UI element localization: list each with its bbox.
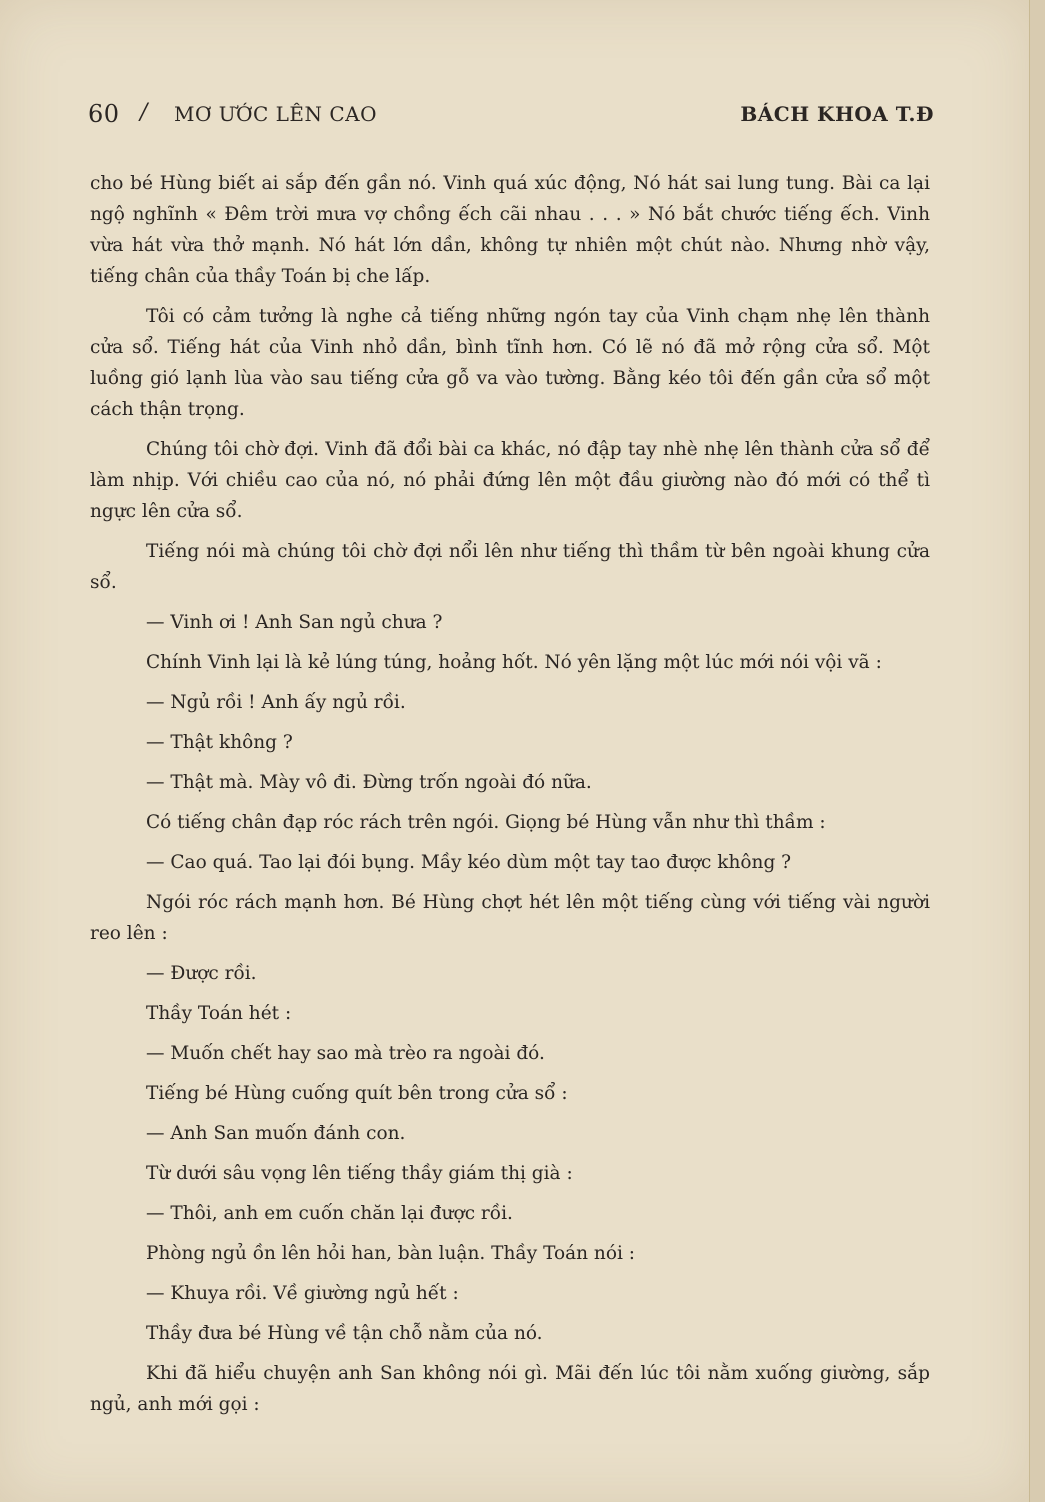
dialogue-line: — Anh San muốn đánh con. (146, 1123, 406, 1144)
dialogue-line: — Được rồi. (146, 963, 257, 984)
running-header (88, 100, 934, 134)
dialogue-line: Thầy đưa bé Hùng về tận chỗ nằm của nó. (146, 1323, 543, 1344)
dialogue-line: — Cao quá. Tao lại đói bụng. Mầy kéo dùm một tay tao được không ? (146, 852, 792, 873)
paragraph: Khi đã hiểu chuyện anh San không nói gì. Mãi đến lúc tôi nằm xuống giường, sắp ngủ, anh mới gọi : (90, 1363, 930, 1415)
dialogue-line: — Thật không ? (146, 732, 293, 753)
paragraph: Chúng tôi chờ đợi. Vinh đã đổi bài ca khác, nó đập tay nhè nhẹ lên thành cửa sổ để làm nhịp. Với chiều cao của nó, nó phải đứng lên một đầu giường nào đó mới có thể tì ngực lên cửa sổ. (90, 439, 930, 522)
dialogue-line: — Thôi, anh em cuốn chăn lại được rồi. (146, 1203, 513, 1224)
page-number: 60 (88, 100, 120, 128)
dialogue-line: — Ngủ rồi ! Anh ấy ngủ rồi. (146, 692, 406, 713)
dialogue-line: — Khuya rồi. Về giường ngủ hết : (146, 1283, 459, 1304)
body-text (90, 168, 930, 1429)
paragraph: Có tiếng chân đạp róc rách trên ngói. Giọng bé Hùng vẫn như thì thầm : (146, 812, 826, 833)
dialogue-line: Tiếng bé Hùng cuống quít bên trong cửa sổ : (146, 1083, 568, 1104)
page-edge (1029, 0, 1045, 1502)
paragraph: cho bé Hùng biết ai sắp đến gần nó. Vinh quá xúc động, Nó hát sai lung tung. Bài ca lại ngộ nghĩnh « Đêm trời mưa vợ chồng ếch cãi nhau . . . » Nó bắt chước tiếng ếch. Vinh vừa hát vừa thở mạnh. Nó hát lớn dần, không tự nhiên một chút nào. Nhưng nhờ vậy, tiếng chân của thầy Toán bị che lấp. (90, 173, 930, 287)
dialogue-line: Thầy Toán hét : (146, 1003, 292, 1024)
paragraph: Tiếng nói mà chúng tôi chờ đợi nổi lên như tiếng thì thầm từ bên ngoài khung cửa sổ. (90, 541, 930, 593)
dialogue-line: Từ dưới sâu vọng lên tiếng thầy giám thị già : (146, 1163, 573, 1184)
chapter-title: MƠ ƯỚC LÊN CAO (174, 102, 378, 126)
dialogue-line: — Thật mà. Mày vô đi. Đừng trốn ngoài đó nữa. (146, 772, 592, 793)
header-separator: / (140, 100, 148, 125)
dialogue-line: Phòng ngủ ồn lên hỏi han, bàn luận. Thầy Toán nói : (146, 1243, 636, 1264)
dialogue-line: — Vinh ơi ! Anh San ngủ chưa ? (146, 612, 443, 633)
paragraph: Tôi có cảm tưởng là nghe cả tiếng những ngón tay của Vinh chạm nhẹ lên thành cửa sổ. Tiếng hát của Vinh nhỏ dần, bình tĩnh hơn. Có lẽ nó đã mở rộng cửa sổ. Một luồng gió lạnh lùa vào sau tiếng cửa gỗ va vào tường. Bằng kéo tôi đến gần cửa sổ một cách thận trọng. (90, 306, 930, 420)
paragraph: Ngói róc rách mạnh hơn. Bé Hùng chợt hét lên một tiếng cùng với tiếng vài người reo lên : (90, 892, 930, 944)
dialogue-line: — Muốn chết hay sao mà trèo ra ngoài đó. (146, 1043, 545, 1064)
paragraph: Chính Vinh lại là kẻ lúng túng, hoảng hốt. Nó yên lặng một lúc mới nói vội vã : (146, 652, 882, 673)
journal-name: BÁCH KHOA T.Đ (740, 102, 934, 126)
